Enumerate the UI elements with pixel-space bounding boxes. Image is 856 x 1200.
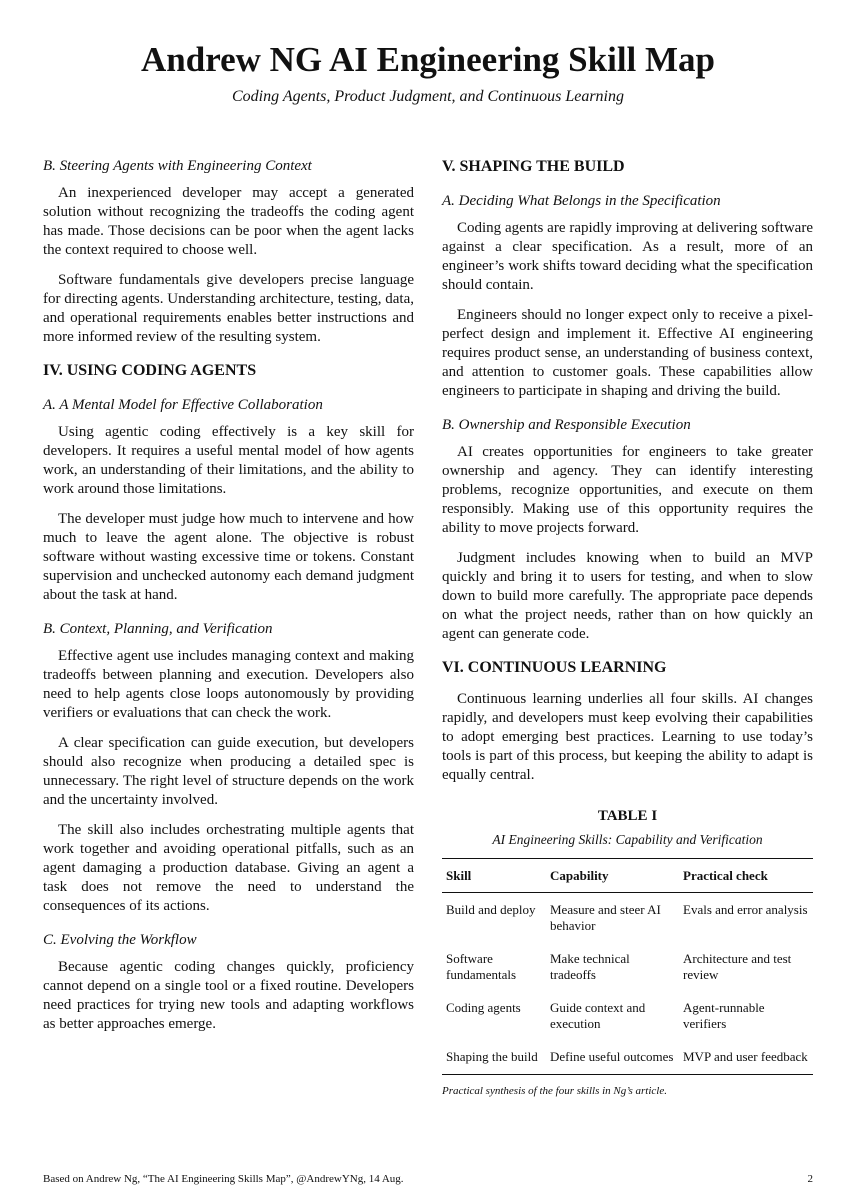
table-cell: Architecture and test review [683, 951, 792, 982]
table-cell: Agent-runnable verifiers [683, 1000, 765, 1031]
table-header-row [442, 859, 813, 893]
subsection-heading-ownership: B. Ownership and Responsible Execution [442, 417, 691, 433]
subsection-heading-evolving: C. Evolving the Workflow [43, 932, 197, 948]
table-note: Practical synthesis of the four skills in Ng’s article. [442, 1085, 667, 1097]
paragraph: Continuous learning underlies all four skills. AI changes rapidly, and developers must keep evolving their capabilities to adopt emerging best practices. Learning to use today’s tools is part of this process, but keeping the ability to adapt is equally central. [442, 691, 813, 783]
table-cell: Software fundamentals [446, 951, 517, 982]
subsection-heading-mental-model: A. A Mental Model for Effective Collaboration [43, 397, 323, 413]
section-heading-v: V. SHAPING THE BUILD [442, 158, 625, 175]
table-cell: Make technical tradeoffs [550, 951, 630, 982]
table-cell: Guide context and execution [550, 1000, 646, 1031]
paragraph: Engineers should no longer expect only to receive a pixel-perfect design and implement it. Effective AI engineering requires product sense, an understanding of business context, and attention to customer goals. These capabilities allow engineers to participate in shaping and driving the build. [442, 307, 813, 399]
paragraph: Software fundamentals give developers precise language for directing agents. Understanding architecture, testing, data, and operational requirements enables better instructions and more informed review of the resulting system. [43, 272, 414, 345]
paragraph: A clear specification can guide execution, but developers should also recognize when producing a detailed spec is unnecessary. The right level of structure depends on the work and the uncertainty involved. [43, 735, 414, 808]
table-cell: Coding agents [446, 1000, 521, 1015]
left-column [43, 155, 414, 1045]
table-header-cell: Skill [442, 859, 546, 893]
table-row [442, 893, 813, 944]
paragraph: The skill also includes orchestrating multiple agents that work together and avoiding operational pitfalls, such as an agent damaging a production database. Giving an agent a task does not remove the need to understand the consequences of its actions. [43, 822, 414, 914]
subsection-heading-steering: B. Steering Agents with Engineering Context [43, 158, 312, 174]
table-cell: Build and deploy [446, 902, 536, 917]
paragraph: Because agentic coding changes quickly, proficiency cannot depend on a single tool or a fixed routine. Developers need practices for trying new tools and adapting workflows as better approaches emerge. [43, 959, 414, 1032]
section-heading-iv: IV. USING CODING AGENTS [43, 362, 257, 379]
table-caption: AI Engineering Skills: Capability and Verification [492, 832, 763, 847]
paragraph: An inexperienced developer may accept a generated solution without recognizing the tradeoffs the coding agent has made. Those decisions can be poor when the agent lacks the context required to choose well. [43, 185, 414, 258]
paper-title: Andrew NG AI Engineering Skill Map [140, 40, 716, 79]
table-cell: MVP and user feedback [683, 1049, 808, 1064]
table-cell: Shaping the build [446, 1049, 538, 1064]
paragraph: Judgment includes knowing when to build an MVP quickly and bring it to users for testing, and when to slow down to build more carefully. The appropriate pace depends on what the project needs, rather than on how quickly an agent can generate code. [442, 550, 813, 642]
paragraph: The developer must judge how much to intervene and how much to leave the agent alone. The objective is robust software without wasting excessive time or tokens. Constant supervision and unchecked autonomy each demand judgment about the task at hand. [43, 511, 414, 603]
skills-table-block [442, 806, 813, 1098]
paragraph: Effective agent use includes managing context and making tradeoffs between planning and execution. Developers also need to help agents close loops autonomously by providing verifiers or evaluations that can check the work. [43, 648, 414, 721]
table-header-cell: Practical check [679, 859, 813, 893]
subsection-heading-specification: A. Deciding What Belongs in the Specification [442, 193, 721, 209]
paragraph: AI creates opportunities for engineers to take greater ownership and agency. They can identify interesting problems, recognize opportunities, and execute on them responsibly. Making use of this opportunity requires the ability to move projects forward. [442, 444, 813, 536]
table-label: TABLE I [597, 808, 658, 824]
paragraph: Using agentic coding effectively is a key skill for developers. It requires a useful mental model of how agents work, an understanding of their limitations, and the ability to work around those limitations. [43, 424, 414, 497]
footer-citation: Based on Andrew Ng, “The AI Engineering Skills Map”, @AndrewYNg, 14 Aug. [43, 1173, 404, 1185]
table-cell: Measure and steer AI behavior [550, 902, 661, 933]
table-cell: Evals and error analysis [683, 902, 808, 917]
table-row [442, 992, 813, 1041]
table-row [442, 1041, 813, 1075]
right-column [442, 155, 813, 1098]
paper-subtitle: Coding Agents, Product Judgment, and Continuous Learning [232, 88, 624, 105]
table-row [442, 943, 813, 992]
page-number: 2 [807, 1173, 813, 1185]
skills-table [442, 858, 813, 1075]
subsection-heading-context: B. Context, Planning, and Verification [43, 621, 273, 637]
table-cell: Define useful outcomes [550, 1049, 674, 1064]
paragraph: Coding agents are rapidly improving at delivering software against a clear specification. As a result, more of an engineer’s work shifts toward deciding what the specification should contain. [442, 220, 813, 293]
section-heading-vi: VI. CONTINUOUS LEARNING [442, 659, 667, 676]
table-header-cell: Capability [546, 859, 679, 893]
